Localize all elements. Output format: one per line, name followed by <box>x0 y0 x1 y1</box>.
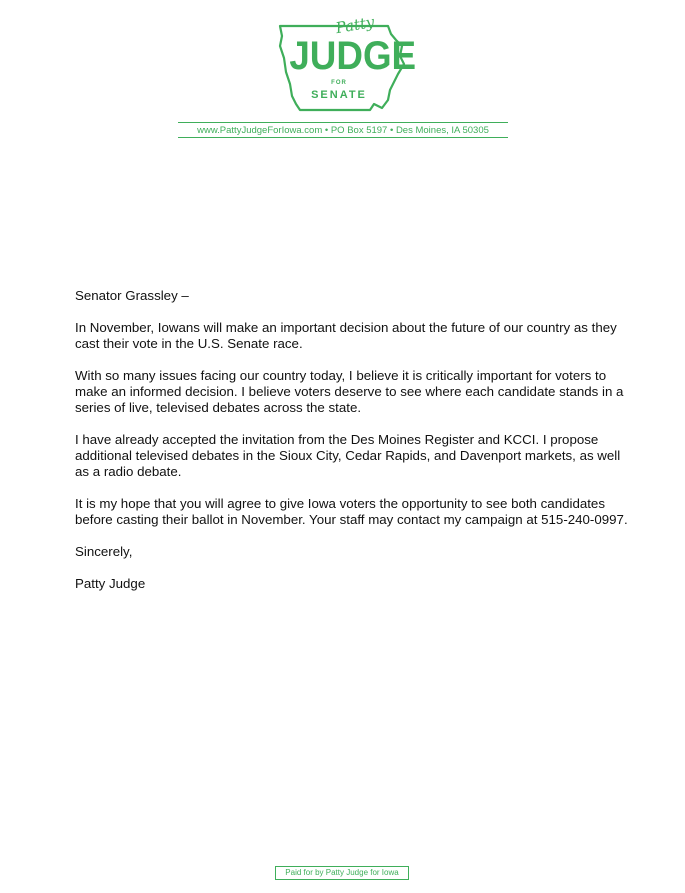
paragraph-1: In November, Iowans will make an important decision about the future of our country as they cast their vote in the U.S. Senate race. <box>75 320 617 351</box>
paid-for-disclaimer: Paid for by Patty Judge for Iowa <box>275 866 409 880</box>
logo-surname: JUDGE <box>289 34 417 78</box>
signature: Patty Judge <box>75 576 146 591</box>
contact-info: www.PattyJudgeForIowa.com • PO Box 5197 • Des Moines, IA 50305 <box>178 122 508 138</box>
salutation: Senator Grassley – <box>75 288 189 303</box>
letter-body <box>75 288 635 608</box>
logo-office: SENATE <box>311 89 367 101</box>
logo-script-name: Patty <box>334 12 376 38</box>
letterhead <box>0 0 685 150</box>
logo-for: FOR <box>331 80 347 86</box>
closing: Sincerely, <box>75 544 133 559</box>
paragraph-3: I have already accepted the invitation from the Des Moines Register and KCCI. I propose additional televised debates in the Sioux City, Cedar Rapids, and Davenport markets, as well as a radio debate. <box>75 432 621 479</box>
paragraph-4: It is my hope that you will agree to give Iowa voters the opportunity to see both candidates before casting their ballot in November. Your staff may contact my campaign at 515-240-0997. <box>75 496 628 527</box>
paragraph-2: With so many issues facing our country today, I believe it is critically important for voters to make an informed decision. I believe voters deserve to see where each candidate stands in a series of live, televised debates across the state. <box>75 368 624 415</box>
